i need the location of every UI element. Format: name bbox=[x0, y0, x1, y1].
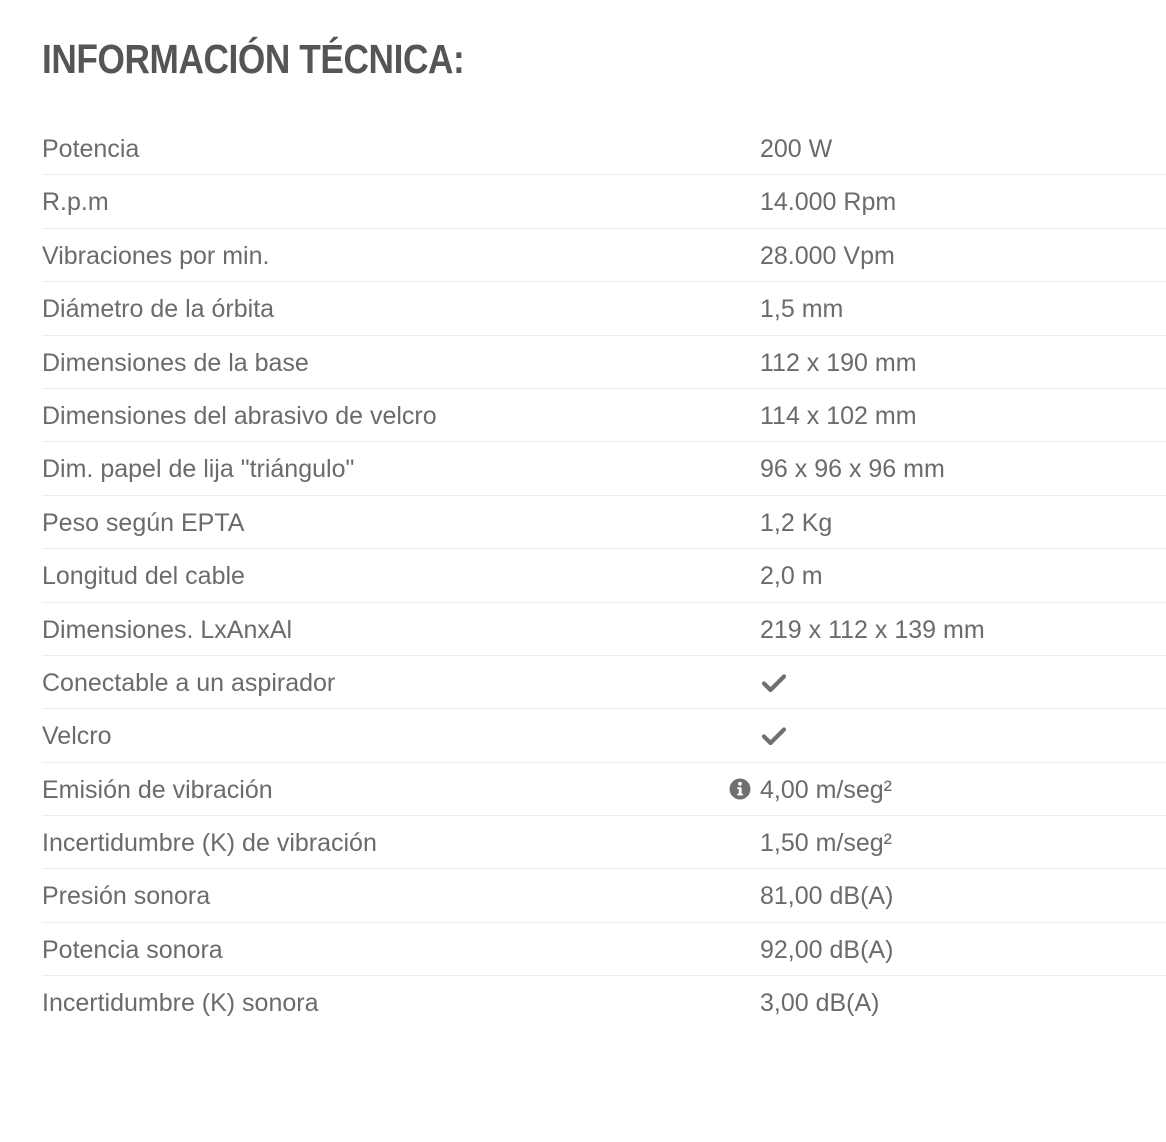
spec-label: Dim. papel de lija "triángulo" bbox=[42, 455, 355, 484]
spec-row-diametro-orbita bbox=[42, 282, 1166, 335]
spec-label: Dimensiones de la base bbox=[42, 348, 309, 377]
spec-row-potencia bbox=[42, 122, 1166, 175]
spec-row-presion-sonora bbox=[42, 869, 1166, 922]
spec-value: 28.000 Vpm bbox=[760, 241, 895, 270]
spec-label: Velcro bbox=[42, 722, 112, 751]
spec-label: Emisión de vibración bbox=[42, 775, 273, 804]
spec-value: 4,00 m/seg² bbox=[760, 775, 893, 804]
spec-value: 1,50 m/seg² bbox=[760, 829, 893, 858]
spec-label: Incertidumbre (K) sonora bbox=[42, 989, 319, 1018]
spec-value: 3,00 dB(A) bbox=[760, 989, 880, 1018]
spec-row-papel-lija bbox=[42, 442, 1166, 495]
spec-label: Vibraciones por min. bbox=[42, 241, 270, 270]
spec-row-emision-vibracion bbox=[42, 763, 1166, 816]
spec-label: R.p.m bbox=[42, 188, 109, 217]
spec-label: Incertidumbre (K) de vibración bbox=[42, 829, 377, 858]
spec-row-dimensiones bbox=[42, 603, 1166, 656]
info-icon[interactable] bbox=[729, 778, 751, 800]
spec-value: 1,5 mm bbox=[760, 295, 844, 324]
spec-label: Longitud del cable bbox=[42, 562, 245, 591]
spec-value: 14.000 Rpm bbox=[760, 188, 897, 217]
spec-label: Peso según EPTA bbox=[42, 508, 245, 537]
spec-value: 112 x 190 mm bbox=[760, 348, 917, 377]
spec-value: 96 x 96 x 96 mm bbox=[760, 455, 945, 484]
spec-row-dimensiones-base bbox=[42, 336, 1166, 389]
check-icon bbox=[762, 674, 786, 692]
spec-value: 2,0 m bbox=[760, 562, 823, 591]
spec-row-longitud-cable bbox=[42, 549, 1166, 602]
spec-value: 200 W bbox=[760, 135, 833, 163]
spec-label: Potencia sonora bbox=[42, 935, 223, 964]
spec-label: Dimensiones. LxAnxAl bbox=[42, 615, 293, 644]
spec-row-incertidumbre-vibracion bbox=[42, 816, 1166, 869]
spec-label: Dimensiones del abrasivo de velcro bbox=[42, 401, 437, 430]
spec-row-peso bbox=[42, 496, 1166, 549]
spec-value: 81,00 dB(A) bbox=[760, 882, 894, 911]
check-icon bbox=[762, 727, 786, 745]
spec-row-incertidumbre-sonora bbox=[42, 976, 1166, 1029]
spec-row-vibraciones bbox=[42, 229, 1166, 282]
spec-label: Potencia bbox=[42, 135, 140, 163]
spec-row-abrasivo-velcro bbox=[42, 389, 1166, 442]
spec-value: 219 x 112 x 139 mm bbox=[760, 615, 985, 644]
spec-value: 92,00 dB(A) bbox=[760, 935, 894, 964]
spec-row-velcro bbox=[42, 709, 1166, 762]
spec-row-conectable-aspirador bbox=[42, 656, 1166, 709]
spec-row-potencia-sonora bbox=[42, 923, 1166, 976]
spec-label: Presión sonora bbox=[42, 882, 211, 911]
spec-value: 1,2 Kg bbox=[760, 508, 833, 537]
page-title: INFORMACIÓN TÉCNICA: bbox=[42, 36, 465, 82]
spec-value: 114 x 102 mm bbox=[760, 401, 917, 430]
spec-label: Diámetro de la órbita bbox=[42, 295, 275, 324]
spec-label: Conectable a un aspirador bbox=[42, 668, 336, 697]
spec-table bbox=[42, 122, 1166, 1030]
spec-row-rpm bbox=[42, 175, 1166, 228]
